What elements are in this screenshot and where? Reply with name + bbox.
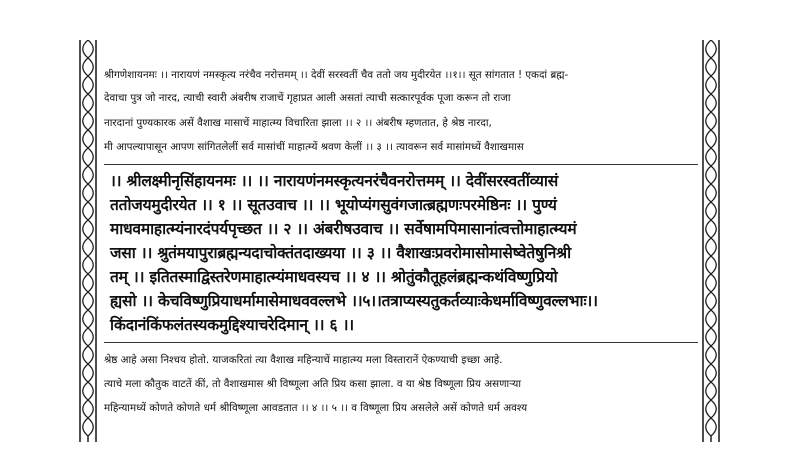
bottom-commentary-line-2: त्याचे मला कौतुक वाटतें कीं, तो वैशाखमास श्री विष्णूला अति प्रिय कसा झाला. व या श्रेष्ठ विष्णूला प्रिय असणाऱ्या <box>104 378 522 390</box>
verse-line-7: किंदानंकिंफलंतस्यकमुद्दिश्याचरेदिमान् ।। ६ ।। <box>110 316 354 334</box>
section-divider-bottom <box>104 342 698 343</box>
verse-line-4: जसा ।। श्रुतंमयापुराब्रह्मन्यदाचोक्तंतदाख्यया ।। ३ ।। वैशाखःप्रवरोमासोमासेष्वेतेषुनिश्री <box>110 244 571 262</box>
top-commentary-line-2: देवाचा पुत्र जो नारद, त्याची स्वारी अंबरीष राजाचें गृहाप्रत आली असतां त्याची सत्कारपूर्वक पूजा करून तो राजा <box>104 92 511 104</box>
bottom-commentary-line-1: श्रेष्ठ आहे असा निश्चय होतो. याजकरितां त्या वैशाख महिन्याचें माहात्म्य मला विस्तारानें ऐकण्याची इच्छा आहे. <box>104 354 503 366</box>
left-ornamental-border <box>77 40 99 442</box>
top-commentary-line-1: श्रीगणेशायनमः ।। नारायणं नमस्कृत्य नरंचैव नरोत्तमम् ।। देवीं सरस्वतीं चैव ततो जय मुदीरयेत ।।१।। सूत सांगतात ! एकदां ब्रह्म- <box>104 69 569 81</box>
verse-line-1: ।। श्रीलक्ष्मीनृसिंहायनमः ।। ।। नारायणंनमस्कृत्यनरंचैवनरोत्तमम् ।। देवींसरस्वतींव्यासं <box>110 172 559 190</box>
right-ornamental-border <box>700 40 722 442</box>
top-commentary-line-4: मी आपल्यापासून आपण सांगितलेलीं सर्व मासांचीं माहात्म्यें श्रवण केलीं ।। ३ ।। त्यावरून सर्व मासांमध्यें वैशाखमास <box>104 141 524 153</box>
verse-line-3: माधवमाहात्म्यंनारदंपर्यपृच्छत ।। २ ।। अंबरीषउवाच ।। सर्वेषामपिमासानांत्वत्तोमाहात्म्यमं <box>110 220 577 238</box>
top-commentary-line-3: नारदानां पुण्यकारक असें वैशाख मासाचें माहात्म्य विचारिता झाला ।। २ ।। अंबरीष म्हणतात, हे श्रेष्ठ नारदा, <box>104 117 492 129</box>
section-divider-top <box>104 164 698 165</box>
verse-line-6: ह्यसो ।। केचविष्णुप्रियाधर्मामासेमाधववल्लभे ।।५।।तत्राप्यस्यतुकर्तव्याःकेधर्माविष्णुवल्लभाः।। <box>110 292 598 310</box>
verse-line-5: तम् ।। इतितस्माद्विस्तरेणमाहात्म्यंमाधवस्यच ।। ४ ।। श्रोतुंकौतूहलंब्रह्मन्कथंविष्णुप्रियो <box>110 268 558 286</box>
verse-line-2: ततोजयमुदीरयेत ।। १ ।। सूतउवाच ।। ।। भूयोप्यंगसुवंगजात्ब्रह्मणःपरमेष्ठिनः ।। पुण्यं <box>110 196 557 214</box>
bottom-commentary-line-3: महिन्यामध्यें कोणते कोणते धर्म श्रीविष्णूला आवडतात ।। ४ ।। ५ ।। व विष्णूला प्रिय असलेले असें कोणते धर्म अवश्य <box>104 402 528 414</box>
